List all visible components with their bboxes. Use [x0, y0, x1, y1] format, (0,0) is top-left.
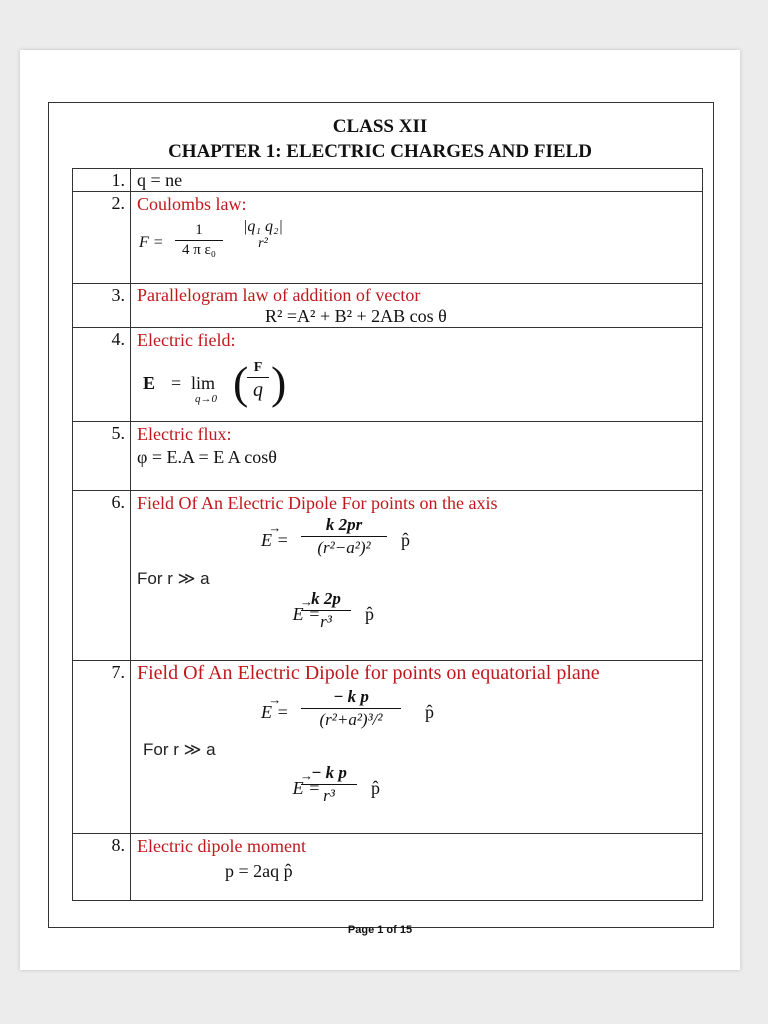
resultant-vector-formula: R² =A² + B² + 2AB cos θ	[265, 306, 447, 326]
row-number: 2.	[73, 192, 131, 283]
field-symbol: E	[143, 373, 156, 393]
dipole-moment-formula: p = 2aq p̂	[225, 861, 293, 881]
electric-field-heading: Electric field:	[137, 330, 236, 350]
field-vector-lhs: → E =	[261, 529, 289, 551]
formula-row-1	[72, 168, 703, 191]
row-number: 8.	[73, 834, 131, 900]
page-number: Page 1 of 15	[347, 924, 413, 936]
formula-row-7	[72, 660, 703, 833]
formula-row-3	[72, 283, 703, 327]
dipole-moment-heading: Electric dipole moment	[137, 836, 306, 856]
row-number: 6.	[73, 491, 131, 660]
approximation-condition: For r ≫ a	[143, 740, 216, 759]
force-over-charge-fraction: F q	[247, 360, 269, 402]
axial-field-fraction: k 2pr (r²−a²)²	[301, 515, 387, 558]
dipole-unit-vector: p̂	[425, 702, 434, 722]
row-number: 3.	[73, 284, 131, 327]
right-paren-icon: )	[271, 357, 287, 408]
field-vector-lhs: → E =	[293, 777, 321, 799]
row-number: 7.	[73, 661, 131, 833]
chapter-title: CHAPTER 1: ELECTRIC CHARGES AND FIELD	[168, 141, 592, 162]
field-vector-lhs: → E =	[293, 603, 321, 625]
limit-subscript: q→0	[195, 393, 217, 405]
charge-product-fraction: |q₁ q₂| r²	[243, 218, 283, 251]
force-lhs: F =	[139, 234, 164, 251]
approximation-condition: For r ≫ a	[137, 569, 210, 588]
field-vector-lhs: → E =	[261, 701, 289, 723]
electric-flux-heading: Electric flux:	[137, 424, 232, 444]
class-title: CLASS XII	[332, 116, 428, 137]
dipole-unit-vector: p̂	[401, 530, 410, 550]
equatorial-dipole-field-heading: Field Of An Electric Dipole for points on equatorial plane	[137, 662, 600, 684]
electric-flux-formula: φ = E.A = E A cosθ	[137, 447, 277, 467]
left-paren-icon: (	[233, 357, 249, 408]
axial-dipole-field-heading: Field Of An Electric Dipole For points on the axis	[137, 493, 498, 513]
equatorial-field-fraction: − k p (r²+a²)³/²	[301, 687, 401, 730]
coulomb-constant-fraction: 1 4 π ε₀	[175, 222, 223, 259]
formula-row-4	[72, 327, 703, 421]
coulombs-law-heading: Coulombs law:	[137, 194, 247, 214]
row-number: 4.	[73, 328, 131, 421]
dipole-unit-vector: p̂	[371, 778, 380, 798]
equatorial-approx-fraction: − k p r³	[301, 763, 357, 806]
parallelogram-law-heading: Parallelogram law of addition of vector	[137, 285, 421, 305]
limit-operator: lim	[191, 373, 216, 393]
dipole-unit-vector: p̂	[365, 604, 374, 624]
equals-sign: =	[171, 373, 182, 393]
formula-row-5	[72, 421, 703, 490]
row-number: 1.	[73, 169, 131, 191]
formula-row-2	[72, 191, 703, 283]
row-number: 5.	[73, 422, 131, 490]
charge-quantization-formula: q = ne	[137, 170, 183, 190]
axial-approx-fraction: k 2p r³	[301, 589, 351, 632]
formula-row-8	[72, 833, 703, 901]
formula-row-6	[72, 490, 703, 660]
